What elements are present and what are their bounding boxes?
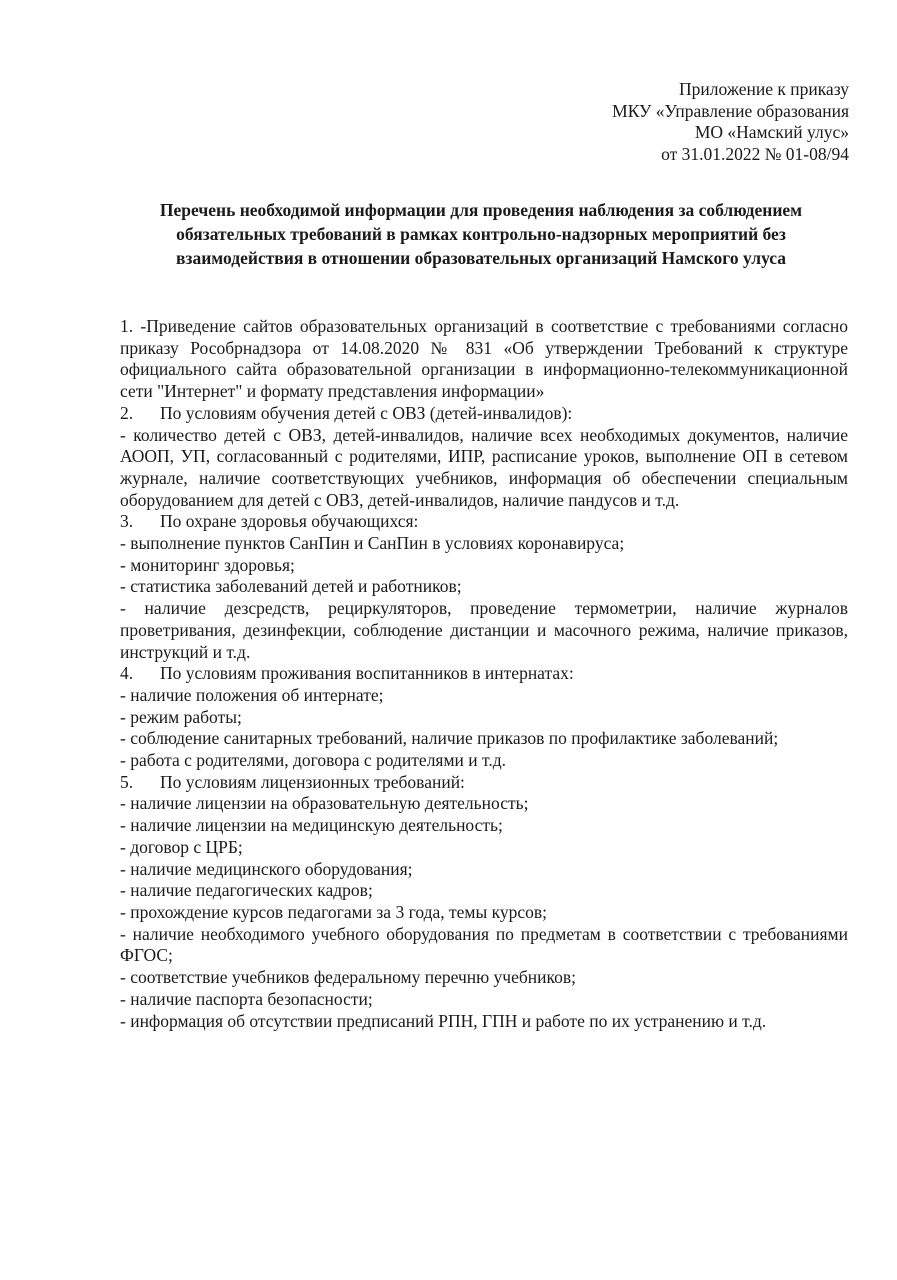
title-line: обязательных требований в рамках контрольно-надзорных мероприятий без bbox=[176, 224, 786, 244]
document-title bbox=[120, 198, 842, 270]
appendix-line: Приложение к приказу bbox=[679, 79, 849, 99]
list-item: - мониторинг здоровья; bbox=[120, 554, 295, 575]
list-item: - соблюдение санитарных требований, наличие приказов по профилактике заболеваний; bbox=[120, 728, 779, 749]
section-5-heading bbox=[120, 772, 848, 794]
list-item: - договор с ЦРБ; bbox=[120, 836, 243, 857]
section-3-heading bbox=[120, 511, 848, 533]
section-5-paragraph: - наличие необходимого учебного оборудования по предметам в соответствии с требованиями ФГОС; bbox=[120, 923, 848, 966]
list-item: - наличие лицензии на образовательную деятельность; bbox=[120, 793, 529, 814]
list-item: - наличие положения об интернате; bbox=[120, 684, 384, 705]
section-1-text: 1. -Приведение сайтов образовательных организаций в соответствие с требованиями согласно приказу Рособрнадзора от 14.08.2020 № 831 «Об утверждении Требований к структуре официального сайта образовательной организации в информационно-телекоммуникационной сети "Интернет" и формату представления информации» bbox=[120, 316, 848, 402]
list-item: - информация об отсутствии предписаний РПН, ГПН и работе по их устранению и т.д. bbox=[120, 1010, 767, 1031]
section-3-paragraph: - наличие дезсредств, рециркуляторов, проведение термометрии, наличие журналов проветривания, дезинфекции, соблюдение дистанции и масочного режима, наличие приказов, инструкций и т.д. bbox=[120, 598, 848, 662]
list-item: - наличие лицензии на медицинскую деятельность; bbox=[120, 815, 503, 836]
section-heading-text: По условиям лицензионных требований: bbox=[160, 771, 465, 792]
section-number: 5. bbox=[120, 771, 134, 792]
section-number: 2. bbox=[120, 402, 134, 423]
section-heading-text: По охране здоровья обучающихся: bbox=[160, 511, 419, 532]
section-number: 3. bbox=[120, 511, 134, 532]
section-2-heading bbox=[120, 403, 848, 425]
list-item: - наличие паспорта безопасности; bbox=[120, 988, 373, 1009]
list-item: - статистика заболеваний детей и работников; bbox=[120, 576, 462, 597]
title-line: Перечень необходимой информации для проведения наблюдения за соблюдением bbox=[159, 200, 803, 220]
section-4-heading bbox=[120, 663, 848, 685]
document-body bbox=[120, 316, 848, 1032]
list-item: - соответствие учебников федеральному перечню учебников; bbox=[120, 967, 576, 988]
appendix-header bbox=[612, 79, 849, 166]
appendix-line: МКУ «Управление образования bbox=[612, 100, 849, 121]
section-number: 4. bbox=[120, 663, 134, 684]
list-item: - режим работы; bbox=[120, 706, 242, 727]
section-2-paragraph: - количество детей с ОВЗ, детей-инвалидов, наличие всех необходимых документов, наличие АООП, УП, согласованный с родителями, ИПР, расписание уроков, выполнение ОП в сетевом журнале, наличие соответствующих учебников, информация об обеспечении специальным оборудованием для детей с ОВЗ, детей-инвалидов, наличие пандусов и т.д. bbox=[120, 424, 848, 510]
title-line: взаимодействия в отношении образовательных организаций Намского улуса bbox=[175, 248, 787, 268]
list-item: - выполнение пунктов СанПин и СанПин в условиях коронавируса; bbox=[120, 533, 625, 554]
appendix-date-line: от 31.01.2022 № 01-08/94 bbox=[661, 144, 849, 165]
list-item: - наличие педагогических кадров; bbox=[120, 880, 373, 901]
appendix-line: МО «Намский улус» bbox=[694, 122, 849, 143]
list-item: - наличие медицинского оборудования; bbox=[120, 858, 413, 879]
section-heading-text: По условиям проживания воспитанников в интернатах: bbox=[160, 663, 574, 684]
list-item: - прохождение курсов педагогами за 3 года, темы курсов; bbox=[120, 901, 548, 922]
section-heading-text: По условиям обучения детей с ОВЗ (детей-инвалидов): bbox=[160, 402, 573, 423]
list-item: - работа с родителями, договора с родителями и т.д. bbox=[120, 750, 507, 771]
